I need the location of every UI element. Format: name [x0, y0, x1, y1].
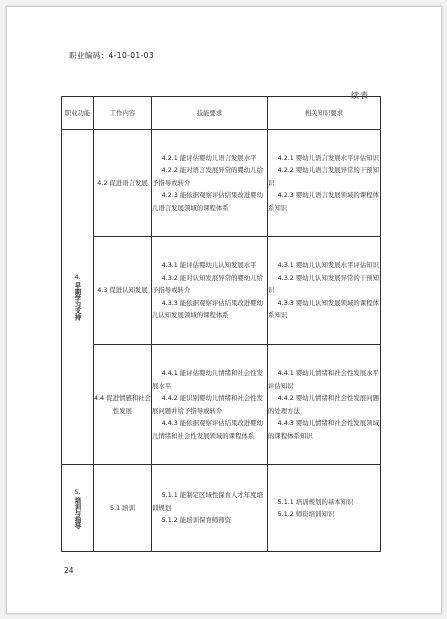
page-number: 24	[64, 566, 74, 575]
skill-item: 4.4.2 能识别婴幼儿情绪和社会性发展问题并给予指导或转介	[152, 394, 263, 415]
knowledge-item: 4.3.2 婴幼儿认知发展异常的干预知识	[268, 273, 379, 295]
function-label: 早期学习支持	[73, 282, 82, 321]
knowledge-item: 4.2.1 婴幼儿语言发展水平评估知识	[277, 153, 379, 162]
function-cell-early-learning	[62, 130, 94, 465]
skill-item: 5.1.1 能制定区域性保育人才年度培训规划	[152, 491, 263, 512]
header-knowledge-requirements: 相关知识要求	[268, 97, 381, 130]
work-content-cell: 5.1 培训	[94, 465, 152, 552]
skills-cell	[152, 130, 268, 237]
knowledge-item: 4.4.1 婴幼儿情绪和社会性发展水平评估知识	[268, 369, 379, 390]
work-content-cell: 4.3 促进认知发展	[94, 237, 152, 345]
work-content-cell: 4.2 促进语言发展	[94, 130, 152, 237]
skill-item: 4.4.3 能依据观察评估结果改进婴幼儿情绪和社会性发展领域的课程体系	[152, 419, 263, 440]
function-cell-training-guidance	[62, 465, 94, 552]
knowledge-item: 4.2.3 婴幼儿语言发展领域的课程体系知识	[268, 191, 379, 212]
table-header-row	[62, 97, 381, 130]
knowledge-item: 4.3.1 婴幼儿认知发展水平评估知识	[277, 261, 379, 270]
function-label: 培训与指导	[73, 496, 82, 529]
header-work-content: 工作内容	[94, 97, 152, 130]
skills-cell	[152, 465, 268, 552]
knowledge-item: 4.3.3 婴幼儿认知发展领域的课程体系知识	[268, 298, 379, 320]
continued-label: 续表	[351, 91, 369, 100]
knowledge-cell	[268, 237, 381, 345]
knowledge-cell	[268, 345, 381, 465]
skill-item: 4.2.3 能依据观察评估结果改进婴幼儿语言发展领域的课程体系	[152, 191, 263, 212]
skills-cell	[152, 345, 268, 465]
function-number: 4.	[74, 273, 81, 282]
work-content-cell: 4.4 促进情感和社会性发展	[94, 345, 152, 465]
skill-item: 4.3.1 能评估婴幼儿认知发展水平	[161, 261, 257, 270]
skill-item: 4.3.3 能依据观察评估结果改进婴幼儿认知发展领域的课程体系	[152, 298, 263, 320]
knowledge-cell	[268, 465, 381, 552]
skill-item: 4.3.2 能对认知发展异常的婴幼儿给予指导或转介	[152, 273, 263, 295]
skill-item: 4.2.1 能评估婴幼儿语言发展水平	[161, 153, 257, 162]
occupational-standard-table	[61, 96, 381, 552]
header-skill-requirements: 技能要求	[152, 97, 268, 130]
skill-item: 4.2.2 能对语言发展异常的婴幼儿给予指导或转介	[152, 166, 263, 187]
table-row	[62, 237, 381, 345]
table-row	[62, 465, 381, 552]
skills-cell	[152, 237, 268, 345]
function-number: 5.	[74, 487, 81, 496]
knowledge-item: 4.4.3 婴幼儿情绪和社会性发展领域的课程体系知识	[268, 419, 379, 440]
knowledge-item: 5.1.1 培训规划的基本知识	[277, 497, 354, 506]
header-function: 职业功能	[62, 97, 94, 130]
knowledge-item: 5.1.2 师资培训知识	[277, 510, 335, 518]
skill-item: 5.1.2 能培训保育师师资	[161, 516, 232, 525]
table-row	[62, 345, 381, 465]
table-row	[62, 130, 381, 237]
knowledge-item: 4.4.2 婴幼儿情绪和社会性发展问题的处理方法	[268, 394, 379, 415]
knowledge-item: 4.2.2 婴幼儿语言发展异常的干预知识	[268, 166, 379, 187]
occupation-code-header: 职业编码：4-10-01-03	[69, 51, 155, 60]
skill-item: 4.4.1 能评估婴幼儿情绪和社会性发展水平	[152, 369, 263, 390]
knowledge-cell	[268, 130, 381, 237]
